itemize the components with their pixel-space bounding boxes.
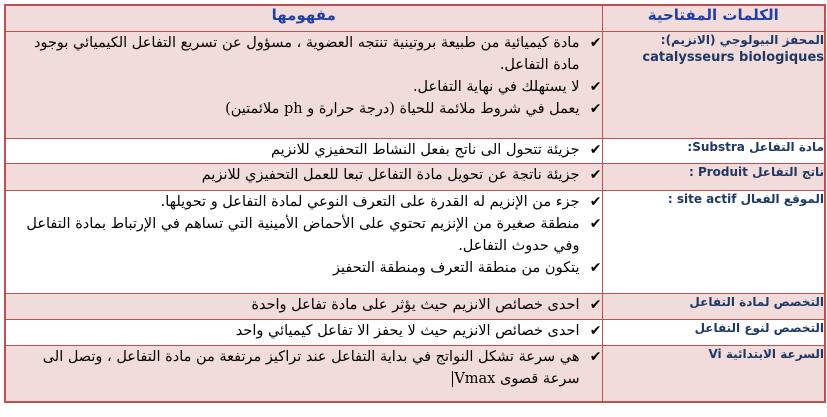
check-icon: ✔ <box>589 142 602 158</box>
list-item <box>6 32 602 76</box>
keyword-cell <box>602 346 825 402</box>
definition-list <box>6 191 602 279</box>
check-icon: ✔ <box>589 323 602 339</box>
table-row <box>5 320 825 346</box>
list-item <box>6 346 602 390</box>
list-item <box>6 139 602 161</box>
keyword-cell <box>602 32 825 139</box>
keyword-cell <box>602 164 825 191</box>
list-item <box>6 76 602 98</box>
keyword-text: التخصص لمادة التفاعل <box>689 295 824 309</box>
definition-text: جزيئة تتحول الى ناتج بفعل النشاط التحفيزي للانزيم <box>270 142 580 158</box>
list-item <box>6 164 602 186</box>
definition-text: منطقة صغيرة من الإنزيم تحتوي على الأحماض الأمينية التي تساهم في الإرتباط بمادة التفاعل وفي حدوث التفاعل. <box>26 216 580 254</box>
keyword-cell <box>602 320 825 346</box>
definition-cell <box>5 164 602 191</box>
check-icon: ✔ <box>589 79 602 95</box>
definition-text: يعمل في شروط ملائمة للحياة (درجة حرارة و ph ملائمتين) <box>225 101 580 117</box>
header-keywords: الكلمات المفتاحية <box>602 5 825 32</box>
definition-list <box>6 320 602 342</box>
check-icon: ✔ <box>589 297 602 313</box>
list-item <box>6 294 602 316</box>
definition-list <box>6 32 602 120</box>
keyword-text: السرعة الابتدائية Vi <box>708 347 824 361</box>
definition-list <box>6 294 602 316</box>
keywords-table-wrapper <box>4 4 824 403</box>
check-icon: ✔ <box>589 349 602 365</box>
definition-text[interactable]: هي سرعة تشكل النواتج في بداية التفاعل عند تراكيز مرتفعة من مادة التفاعل ، وتصل الى سرعة قصوى Vmax <box>42 349 580 387</box>
list-item <box>6 213 602 257</box>
definition-cell <box>5 139 602 164</box>
definition-text: جزء من الإنزيم له القدرة على التعرف النوعي لمادة التفاعل و تحويلها. <box>160 194 580 210</box>
list-item <box>6 320 602 342</box>
keyword-text: مادة التفاعل Substra: <box>687 140 824 154</box>
check-icon: ✔ <box>589 101 602 117</box>
definition-text: يتكون من منطقة التعرف ومنطقة التحفيز <box>333 260 580 276</box>
table-body <box>5 32 825 402</box>
keyword-cell <box>602 139 825 164</box>
definition-cell <box>5 346 602 402</box>
definition-cell <box>5 32 602 139</box>
list-item <box>6 257 602 279</box>
check-icon: ✔ <box>589 260 602 276</box>
definition-list <box>6 346 602 390</box>
keyword-text: التخصص لنوع التفاعل <box>694 321 824 335</box>
definition-list <box>6 139 602 161</box>
list-item <box>6 98 602 120</box>
check-icon: ✔ <box>589 216 602 232</box>
definition-cell <box>5 294 602 320</box>
definition-cell <box>5 320 602 346</box>
keyword-text: المحفز البيولوجي (الانزيم): <box>660 33 824 47</box>
keyword-text: الموقع الفعال site actif : <box>667 192 824 206</box>
table-row <box>5 139 825 164</box>
definition-text: لا يستهلك في نهاية التفاعل. <box>412 79 580 95</box>
keyword-french-text: catalysseurs biologiques <box>642 50 824 65</box>
list-item <box>6 191 602 213</box>
table-row <box>5 191 825 294</box>
definition-list <box>6 164 602 186</box>
definition-text: احدى خصائص الانزيم حيث لا يحفز الا تفاعل كيميائي واحد <box>235 323 580 339</box>
keyword-text: ناتج التفاعل Produit : <box>688 165 824 179</box>
definition-text: احدى خصائص الانزيم حيث يؤثر على مادة تفاعل واحدة <box>251 297 580 313</box>
table-header-row <box>5 5 825 32</box>
check-icon: ✔ <box>589 194 602 210</box>
check-icon: ✔ <box>589 167 602 183</box>
table-row <box>5 294 825 320</box>
definition-text: مادة كيميائية من طبيعة بروتينية تنتجه العضوية ، مسؤول عن تسريع التفاعل الكيميائي بوجود مادة التفاعل. <box>34 35 580 73</box>
keyword-cell <box>602 294 825 320</box>
check-icon: ✔ <box>589 35 602 51</box>
keywords-table <box>4 4 826 403</box>
keyword-cell <box>602 191 825 294</box>
table-row <box>5 32 825 139</box>
header-meaning: مفهومها <box>5 5 602 32</box>
table-row <box>5 346 825 402</box>
definition-text: جزيئة ناتجة عن تحويل مادة التفاعل تبعا للعمل التحفيزي للانزيم <box>201 167 580 183</box>
definition-cell <box>5 191 602 294</box>
table-row <box>5 164 825 191</box>
